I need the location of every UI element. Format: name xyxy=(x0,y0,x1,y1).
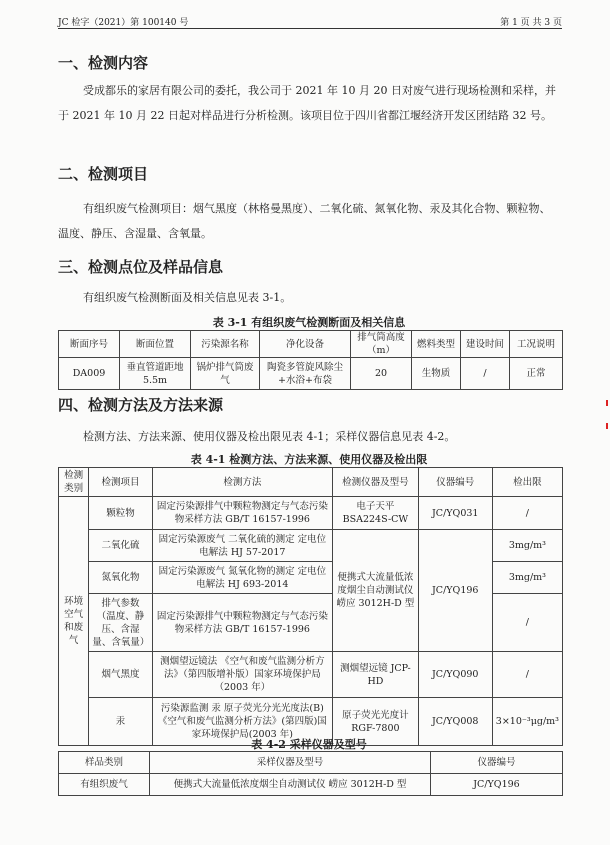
margin-mark xyxy=(606,423,608,429)
table-cell: / xyxy=(492,497,562,530)
table-cell: / xyxy=(492,594,562,652)
table-cell: 生物质 xyxy=(412,358,461,390)
table-header-cell: 净化设备 xyxy=(260,331,351,358)
table-cell: 锅炉排气筒废气 xyxy=(191,358,260,390)
section-3-text: 有组织废气检测断面及相关信息见表 3-1。 xyxy=(83,291,292,304)
section-2-text: 有组织废气检测项目：烟气黑度（林格曼黑度）、二氧化硫、氮氧化物、汞及其化合物、颗粒物、温度、静压、含湿量、含氧量。 xyxy=(58,202,551,240)
table-cell: 测烟望远镜 JCP-HD xyxy=(333,652,419,698)
table-cell: 3mg/m³ xyxy=(492,530,562,562)
table-header-cell: 排气筒高度（m） xyxy=(351,331,412,358)
table-cell: 电子天平 BSA224S-CW xyxy=(333,497,419,530)
page-header xyxy=(58,10,562,29)
table-header-cell: 检测仪器及型号 xyxy=(333,468,419,497)
table-header-row xyxy=(59,752,563,774)
table-cell: 陶瓷多管旋风除尘+水浴+布袋 xyxy=(260,358,351,390)
table-header-cell: 仪器编号 xyxy=(431,752,563,774)
section-1-text: 受成都乐的家居有限公司的委托，我公司于 2021 年 10 月 20 日对废气进行现场检测和采样，并于 2021 年 10 月 22 日起对样品进行分析检测。该项目位于四川省都江堰经济开发区团结路 32 号。 xyxy=(58,84,556,122)
table-header-cell: 断面序号 xyxy=(59,331,120,358)
table-cell: 二氧化硫 xyxy=(89,530,152,562)
table-header-cell: 燃料类型 xyxy=(412,331,461,358)
table-header-row xyxy=(59,468,563,497)
table-cell: JC/YQ090 xyxy=(418,652,492,698)
table-cell: 烟气黑度 xyxy=(89,652,152,698)
table-cell: 测烟望远镜法 《空气和废气监测分析方法》（第四版增补版）国家环境保护局（2003 年） xyxy=(152,652,333,698)
table-cell: 汞 xyxy=(89,698,152,746)
table-3-1 xyxy=(58,330,563,390)
table-cell: DA009 xyxy=(59,358,120,390)
table-header-cell: 检出限 xyxy=(492,468,562,497)
table-cell: / xyxy=(492,652,562,698)
table-header-row xyxy=(59,331,563,358)
page-number: 第 1 页 共 3 页 xyxy=(500,18,562,28)
table-cell: JC/YQ008 xyxy=(418,698,492,746)
table-row xyxy=(59,358,563,390)
section-2-title: 二、检测项目 xyxy=(58,165,149,183)
table-cell: 颗粒物 xyxy=(89,497,152,530)
table-4-2 xyxy=(58,751,563,796)
table-cell: 3mg/m³ xyxy=(492,562,562,594)
table-header-cell: 采样仪器及型号 xyxy=(150,752,431,774)
table-4-2-caption: 表 4-2 采样仪器及型号 xyxy=(251,738,367,751)
table-cell-category: 环境空气和废气 xyxy=(59,497,89,746)
table-row xyxy=(59,497,563,530)
table-3-1-caption: 表 3-1 有组织废气检测断面及相关信息 xyxy=(212,316,406,329)
table-4-1 xyxy=(58,467,563,746)
table-header-cell: 样品类别 xyxy=(59,752,150,774)
table-cell: 有组织废气 xyxy=(59,774,150,796)
table-row xyxy=(59,774,563,796)
table-cell: 固定污染源排气中颗粒物测定与气态污染物采样方法 GB/T 16157-1996 xyxy=(152,594,333,652)
table-4-1-caption: 表 4-1 检测方法、方法来源、使用仪器及检出限 xyxy=(190,453,428,466)
table-cell: JC/YQ196 xyxy=(431,774,563,796)
table-cell: 固定污染源废气 二氧化硫的测定 定电位电解法 HJ 57-2017 xyxy=(152,530,333,562)
table-cell: 垂直管道距地 5.5m xyxy=(120,358,191,390)
table-header-cell: 污染源名称 xyxy=(191,331,260,358)
section-4-text: 检测方法、方法来源、使用仪器及检出限见表 4-1；采样仪器信息见表 4-2。 xyxy=(83,430,456,443)
table-cell: 固定污染源废气 氮氧化物的测定 定电位电解法 HJ 693-2014 xyxy=(152,562,333,594)
table-cell: / xyxy=(461,358,510,390)
table-header-cell: 仪器编号 xyxy=(418,468,492,497)
table-row xyxy=(59,652,563,698)
table-cell: 原子荧光光度计 RGF-7800 xyxy=(333,698,419,746)
table-row xyxy=(59,530,563,562)
section-3-title: 三、检测点位及样品信息 xyxy=(58,258,224,276)
section-4-title: 四、检测方法及方法来源 xyxy=(58,396,224,414)
table-cell: 3×10⁻³μg/m³ xyxy=(492,698,562,746)
table-cell: 20 xyxy=(351,358,412,390)
table-header-cell: 断面位置 xyxy=(120,331,191,358)
table-cell: 氮氧化物 xyxy=(89,562,152,594)
table-cell: 污染源监测 汞 原子荧光分光光度法(B)《空气和废气监测分析方法》(第四版)国家环境保护局(2003 年) xyxy=(152,698,333,746)
table-header-cell: 检测项目 xyxy=(89,468,152,497)
table-cell: 排气参数（温度、静压、含湿量、含氧量） xyxy=(89,594,152,652)
table-header-cell: 检测类别 xyxy=(59,468,89,497)
table-header-cell: 检测方法 xyxy=(152,468,333,497)
table-cell: 正常 xyxy=(510,358,563,390)
table-header-cell: 建设时间 xyxy=(461,331,510,358)
table-cell: JC/YQ031 xyxy=(418,497,492,530)
table-header-cell: 工况说明 xyxy=(510,331,563,358)
table-cell: 固定污染源排气中颗粒物测定与气态污染物采样方法 GB/T 16157-1996 xyxy=(152,497,333,530)
table-cell: JC/YQ196 xyxy=(418,530,492,652)
report-number: JC 检字（2021）第 100140 号 xyxy=(58,18,189,28)
section-1-title: 一、检测内容 xyxy=(58,54,149,72)
table-cell: 便携式大流量低浓度烟尘自动测试仪 崂应 3012H-D 型 xyxy=(333,530,419,652)
margin-mark xyxy=(606,400,608,406)
table-cell: 便携式大流量低浓度烟尘自动测试仪 崂应 3012H-D 型 xyxy=(150,774,431,796)
